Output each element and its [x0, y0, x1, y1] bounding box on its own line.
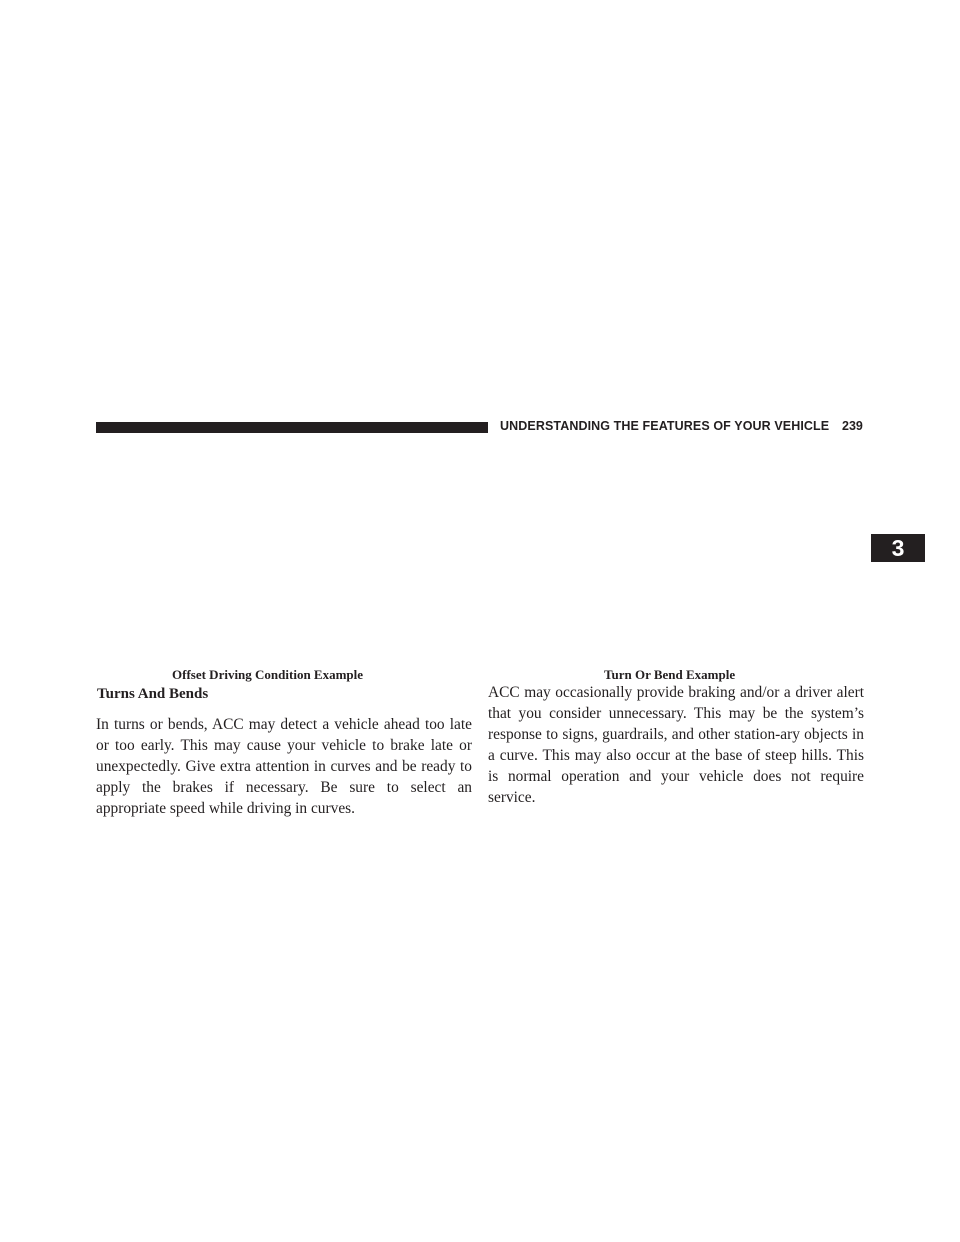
body-paragraph-right: ACC may occasionally provide braking and/or a driver alert that you consider unnecessary. This may be the system’s response to signs, guardrails, and other station-ary objects in a curve. This may also occur at the base of steep hills. This is normal operation and your vehicle does not require service. [488, 684, 864, 806]
section-heading: Turns And Bends [97, 686, 209, 702]
chapter-tab: 3 [871, 534, 925, 562]
header-rule [96, 422, 488, 433]
figure-caption-offset: Offset Driving Condition Example [172, 667, 364, 682]
running-header-title: UNDERSTANDING THE FEATURES OF YOUR VEHICLE [500, 419, 830, 433]
figure-caption-turn: Turn Or Bend Example [604, 667, 736, 682]
body-paragraph-left: In turns or bends, ACC may detect a vehicle ahead too late or too early. This may cause your vehicle to brake late or unexpectedly. Give extra attention in curves and be ready to apply the brakes if necessary. Be sure to select an appropriate speed while driving in curves. [96, 716, 472, 817]
page-number: 239 [842, 419, 863, 433]
